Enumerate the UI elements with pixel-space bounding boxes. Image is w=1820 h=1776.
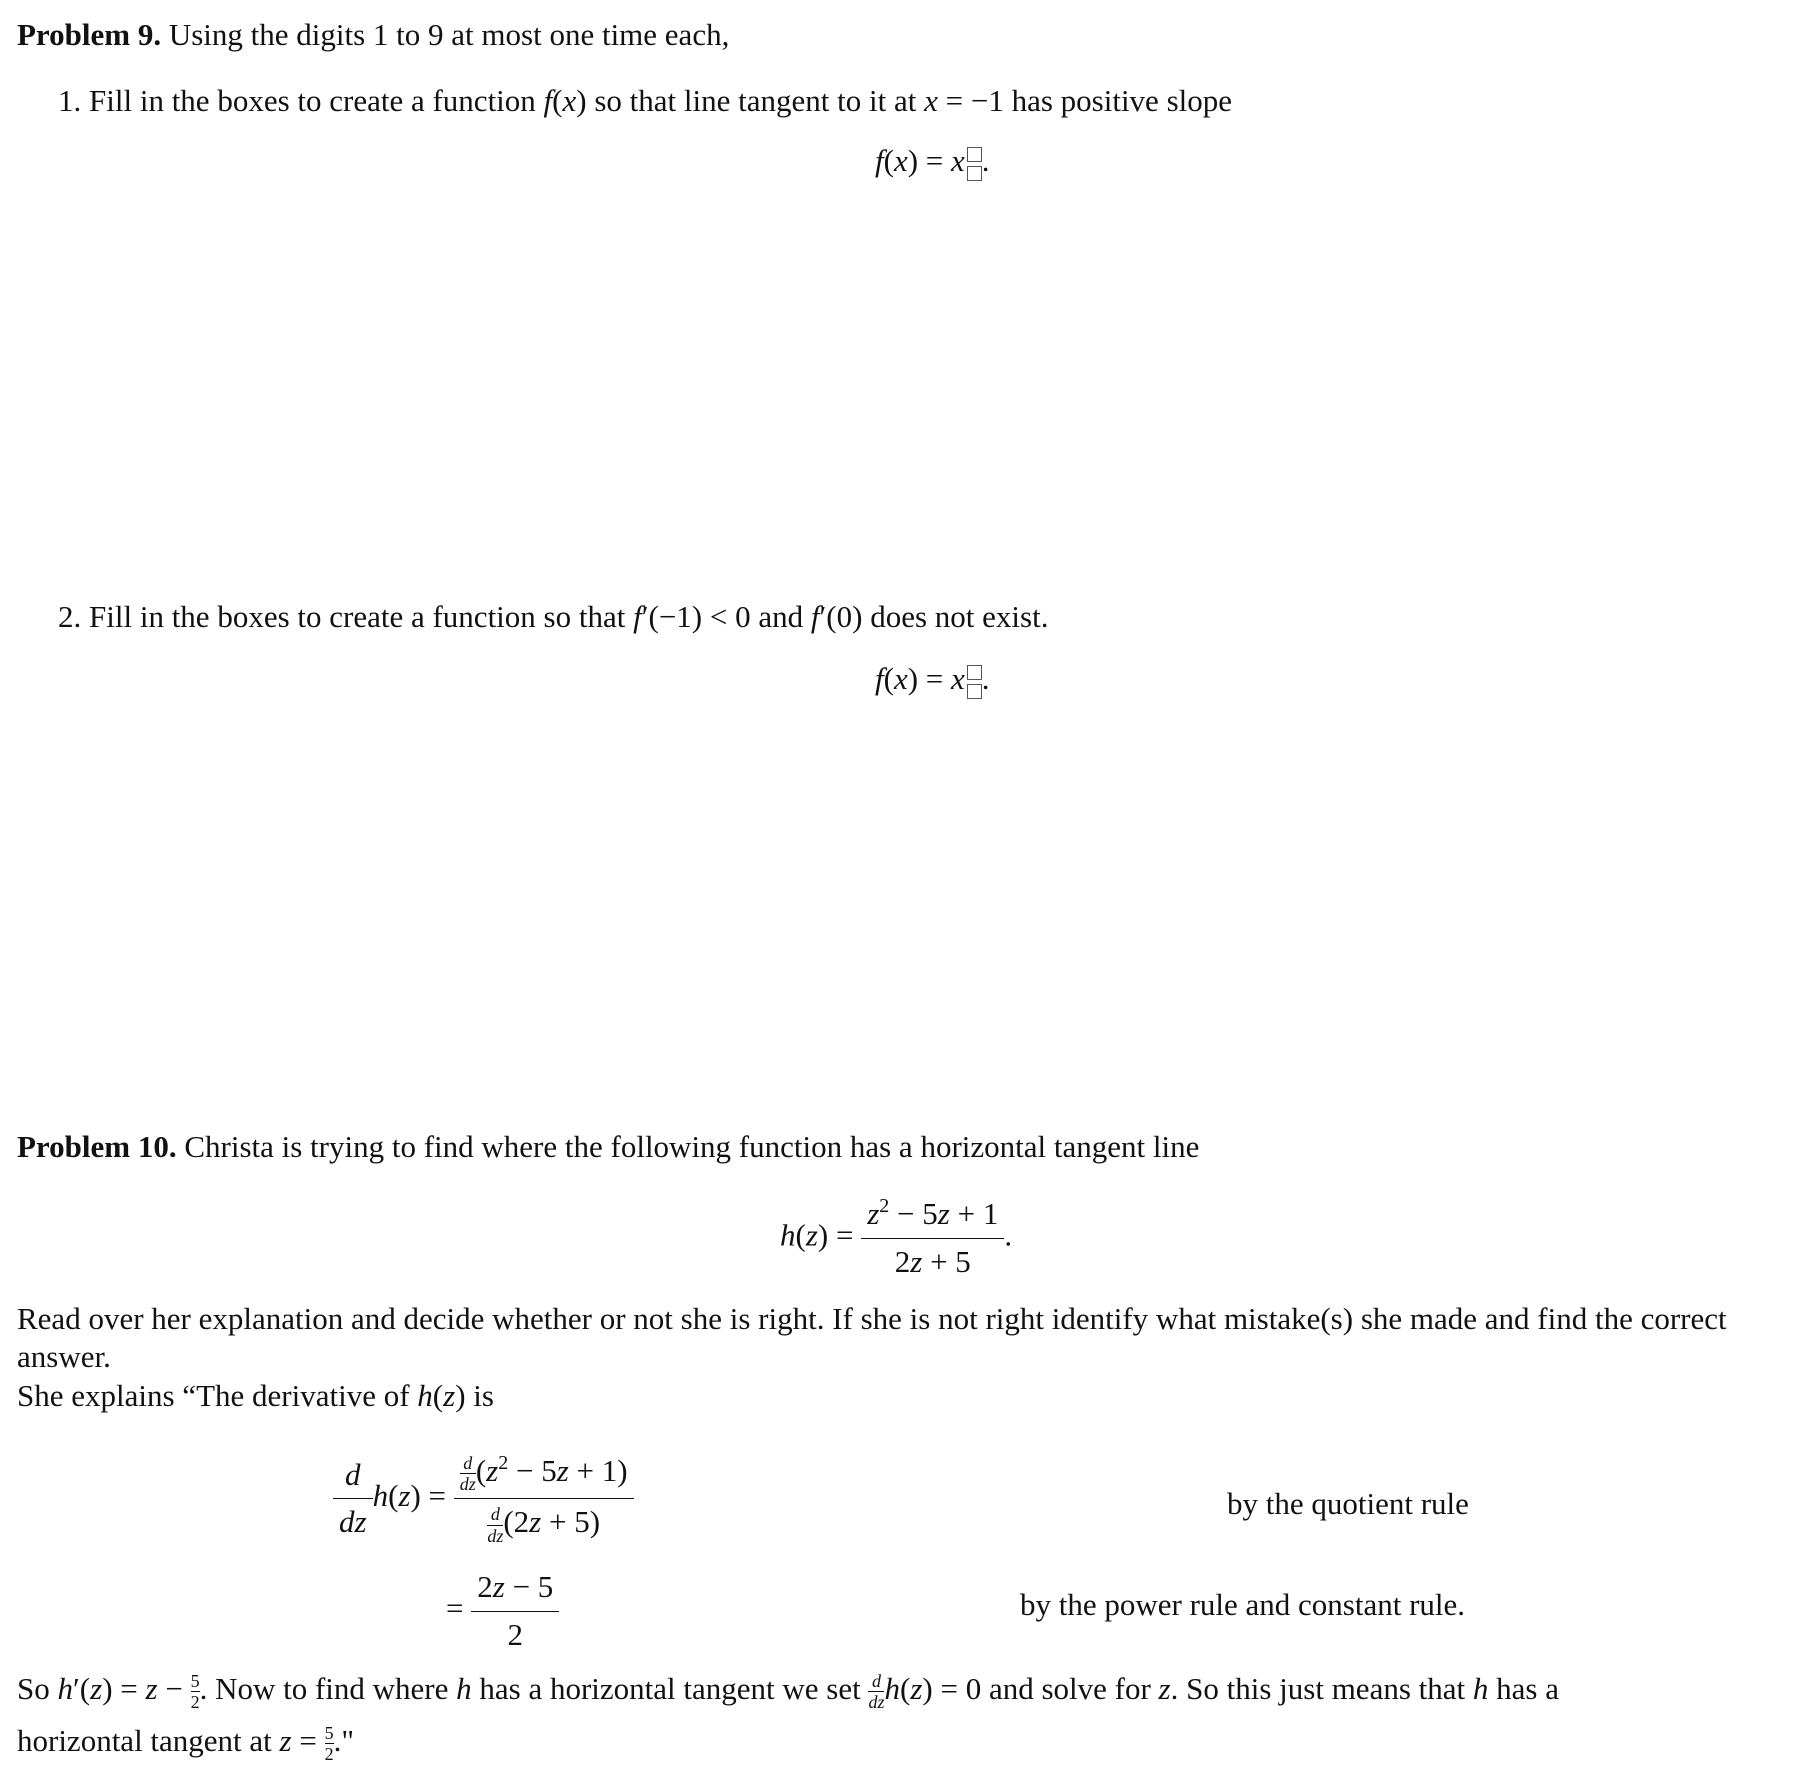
item-1-text-a: Fill in the boxes to create a function xyxy=(89,83,536,118)
conclusion-g: horizontal tangent at xyxy=(17,1723,272,1758)
answer-box[interactable] xyxy=(967,684,982,699)
problem-9-intro: Using the digits 1 to 9 at most one time each, xyxy=(168,17,730,52)
read-over-paragraph: Read over her explanation and decide whether or not she is right. If she is not right identify what mistake(s) she made and find the correct answer. xyxy=(17,1301,1727,1374)
equation-1: f(x) = x . xyxy=(875,142,990,183)
item-number: 1. xyxy=(58,83,82,118)
problem-9-item-2 xyxy=(58,598,1048,637)
she-explains-end: is xyxy=(473,1378,494,1413)
item-2-text-b: and xyxy=(758,599,804,634)
math-x-equals-neg-1: x = −1 xyxy=(924,83,1004,118)
item-1-text-b: so that line tangent to it at xyxy=(594,83,917,118)
conclusion-line-1: So h′(z) = z − $\frac{5}{2}$ . Now to find where h has a horizontal tangent we set $\frac{d}{dz}$ h(z) = 0 and solve for z. So this just means that h has a xyxy=(17,1670,1559,1713)
answer-box[interactable] xyxy=(967,147,982,162)
d-dz-operator: $\frac{d}{dz}$ xyxy=(333,1456,373,1543)
conclusion-e: So this just means that xyxy=(1186,1671,1466,1706)
conclusion-d: and solve for xyxy=(988,1671,1151,1706)
item-1-text-c: has positive slope xyxy=(1011,83,1232,118)
math-f-of-x: f xyxy=(543,83,553,118)
answer-box[interactable] xyxy=(967,665,982,680)
conclusion-f: has a xyxy=(1496,1671,1559,1706)
d-dz-inline: $\frac{d}{dz}$ xyxy=(868,1670,885,1713)
conclusion-b: Now to find where xyxy=(215,1671,449,1706)
problem-10-intro: Christa is trying to find where the following function has a horizontal tangent line xyxy=(184,1129,1200,1164)
she-explains-text: She explains “The derivative of xyxy=(17,1378,410,1413)
she-explains-line: She explains “The derivative of h(z) is xyxy=(17,1378,494,1413)
conclusion-a: So xyxy=(17,1671,50,1706)
closing-quote: " xyxy=(341,1723,355,1758)
box-stack xyxy=(967,663,982,701)
math-fprime-neg1-lt-0: f′(−1) < 0 xyxy=(633,599,751,634)
math-fprime-0: f′(0) xyxy=(810,599,863,634)
quotient-fraction: $\frac{d}{dz}$ $(z^2 - 5z + 1)$ $\frac{d}{dz}$ (2z + 5) xyxy=(454,1452,634,1546)
item-number: 2. xyxy=(58,599,82,634)
item-2-text-c: does not exist. xyxy=(870,599,1049,634)
derivative-step-1: $\frac{d}{dz}$ h(z) = $\frac{d}{dz}$ $(z^2 - 5z + 1)$ $\frac{d}{dz}$ (2z + 5) xyxy=(333,1452,634,1546)
fraction: $\frac{z^2 - 5z + 1}{2z + 5}$ xyxy=(861,1195,1004,1282)
answer-box[interactable] xyxy=(967,166,982,181)
problem-10-header xyxy=(17,1128,1199,1167)
by-quotient-rule: by the quotient rule xyxy=(1227,1486,1469,1521)
item-2-text-a: Fill in the boxes to create a function so that xyxy=(89,599,626,634)
problem-9-heading: Problem 9. xyxy=(17,17,162,52)
conclusion-c: has a horizontal tangent we set xyxy=(479,1671,861,1706)
by-power-rule: by the power rule and constant rule. xyxy=(1020,1587,1466,1622)
result-fraction: $\frac{2z - 5}{2}$ xyxy=(471,1568,559,1655)
equation-h-of-z: h(z) = $\frac{z^2 - 5z + 1}{2z + 5}$ . xyxy=(780,1195,1012,1282)
problem-10-heading: Problem 10. xyxy=(17,1129,177,1164)
conclusion-line-2: horizontal tangent at z = $\frac{5}{2}$ ." xyxy=(17,1722,355,1765)
equation-2: f(x) = x . xyxy=(875,660,990,701)
problem-9-item-1: 1. Fill in the boxes to create a function f(x) so that line tangent to it at x = −1 has positive slope xyxy=(58,83,1232,118)
five-halves: $\frac{5}{2}$ xyxy=(190,1670,200,1713)
five-halves: $\frac{5}{2}$ xyxy=(324,1722,334,1765)
derivative-step-2: = $\frac{2z - 5}{2}$ xyxy=(446,1568,559,1655)
box-stack xyxy=(967,145,982,183)
problem-9-header xyxy=(17,16,729,55)
